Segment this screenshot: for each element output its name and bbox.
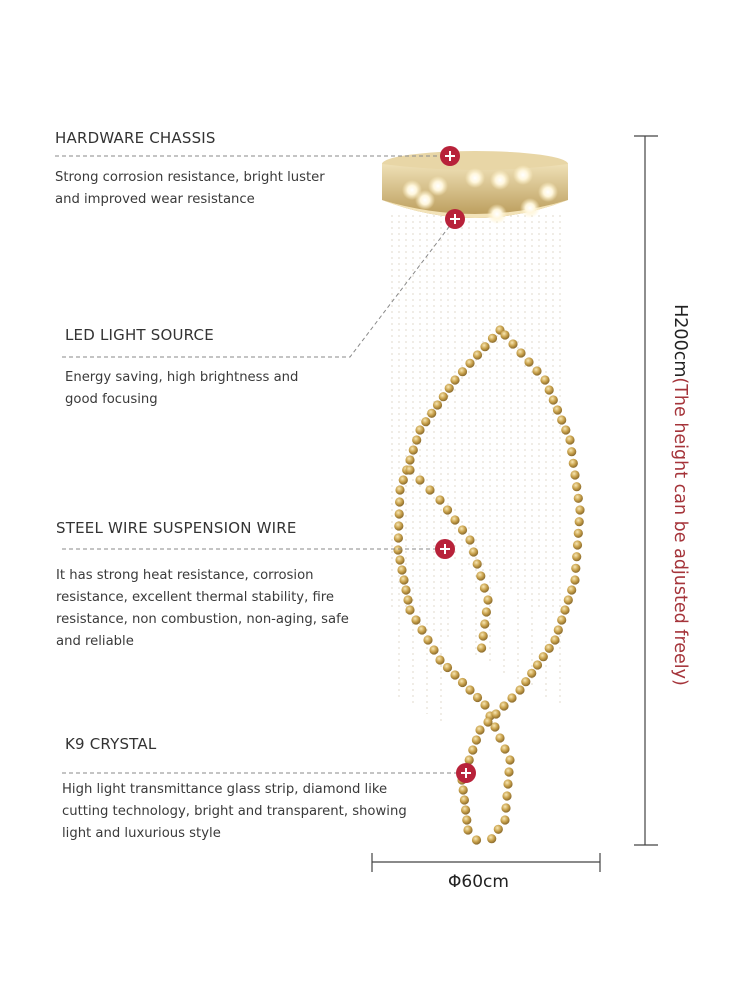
crystal-bead xyxy=(569,459,578,468)
crystal-bead xyxy=(395,485,404,494)
crystal-bead xyxy=(574,529,583,538)
crystal-bead xyxy=(399,475,408,484)
crystal-bead xyxy=(417,625,426,634)
crystal-bead xyxy=(500,744,509,753)
crystal-bead xyxy=(395,555,404,564)
crystal-bead xyxy=(411,615,420,624)
crystal-bead xyxy=(504,767,513,776)
crystal-bead xyxy=(494,825,503,834)
crystal-bead xyxy=(571,564,580,573)
crystal-bead xyxy=(450,670,459,679)
crystal-bead xyxy=(508,339,517,348)
crystal-bead xyxy=(554,625,563,634)
crystal-bead xyxy=(405,605,414,614)
diameter-dimension-label: Φ60cm xyxy=(448,872,509,892)
crystal-bead xyxy=(458,678,467,687)
crystal-bead xyxy=(393,545,402,554)
crystal-bead xyxy=(421,417,430,426)
plus-marker-icon xyxy=(445,209,465,229)
crystal-bead xyxy=(476,571,485,580)
crystal-bead xyxy=(395,497,404,506)
crystal-bead xyxy=(527,669,536,678)
description-line: and improved wear resistance xyxy=(55,192,255,207)
feature-description-steel-wire xyxy=(56,565,349,653)
crystal-bead xyxy=(460,795,469,804)
crystal-bead xyxy=(491,709,500,718)
crystal-bead xyxy=(500,815,509,824)
crystal-bead xyxy=(533,660,542,669)
feature-title-led-light-source: LED LIGHT SOURCE xyxy=(65,326,214,344)
description-line: resistance, non combustion, non-aging, safe xyxy=(56,612,349,627)
crystal-bead xyxy=(570,575,579,584)
crystal-bead xyxy=(575,505,584,514)
led-bulb xyxy=(513,165,533,185)
crystal-bead xyxy=(505,755,514,764)
description-line: and reliable xyxy=(56,634,134,649)
crystal-bead xyxy=(560,605,569,614)
height-note: (The height can be adjusted freely) xyxy=(670,377,690,686)
description-line: Strong corrosion resistance, bright luster xyxy=(55,170,325,185)
crystal-bead xyxy=(439,392,448,401)
crystal-bead xyxy=(557,415,566,424)
led-bulb xyxy=(415,190,435,210)
diameter-dimension-line xyxy=(372,853,600,872)
crystal-bead xyxy=(479,631,488,640)
crystal-bead xyxy=(399,575,408,584)
crystal-bead xyxy=(483,595,492,604)
crystal-bead xyxy=(495,733,504,742)
crystal-bead xyxy=(574,494,583,503)
crystal-bead xyxy=(415,475,424,484)
crystal-bead xyxy=(429,645,438,654)
feature-description-hardware-chassis xyxy=(55,167,325,211)
crystal-bead xyxy=(394,521,403,530)
crystal-bead xyxy=(475,725,484,734)
description-line: good focusing xyxy=(65,392,158,407)
crystal-bead xyxy=(550,635,559,644)
crystal-bead xyxy=(480,619,489,628)
crystal-bead xyxy=(433,400,442,409)
crystal-bead xyxy=(567,585,576,594)
crystal-bead xyxy=(540,375,549,384)
crystal-bead xyxy=(480,583,489,592)
crystal-bead xyxy=(561,425,570,434)
crystal-bead xyxy=(553,405,562,414)
crystal-bead xyxy=(507,693,516,702)
crystal-bead xyxy=(462,815,471,824)
crystal-bead xyxy=(515,685,524,694)
crystal-bead xyxy=(501,803,510,812)
crystal-bead xyxy=(412,435,421,444)
crystal-bead xyxy=(521,677,530,686)
crystal-bead xyxy=(473,559,482,568)
crystal-bead xyxy=(545,644,554,653)
crystal-bead xyxy=(480,700,489,709)
crystal-bead xyxy=(503,779,512,788)
crystal-bead xyxy=(465,359,474,368)
plus-marker-icon xyxy=(435,539,455,559)
crystal-bead xyxy=(397,565,406,574)
crystal-bead xyxy=(443,505,452,514)
crystal-bead xyxy=(465,685,474,694)
crystal-bead xyxy=(477,643,486,652)
height-value: H200cm xyxy=(670,304,690,378)
led-bulb xyxy=(490,170,510,190)
crystal-bead xyxy=(463,825,472,834)
description-line: High light transmittance glass strip, diamond like xyxy=(62,782,388,797)
crystal-bead xyxy=(545,385,554,394)
description-line: cutting technology, bright and transparent, showing xyxy=(62,804,407,819)
crystal-bead xyxy=(473,693,482,702)
crystal-strands xyxy=(392,215,560,722)
crystal-bead xyxy=(427,409,436,418)
crystal-bead xyxy=(572,552,581,561)
crystal-bead xyxy=(483,717,492,726)
led-bulb xyxy=(465,168,485,188)
crystal-bead xyxy=(403,595,412,604)
description-line: light and luxurious style xyxy=(62,826,221,841)
crystal-bead xyxy=(564,595,573,604)
crystal-bead xyxy=(405,465,414,474)
feature-title-hardware-chassis: HARDWARE CHASSIS xyxy=(55,129,216,147)
crystal-bead xyxy=(573,540,582,549)
led-bulb xyxy=(520,198,540,218)
crystal-bead xyxy=(575,517,584,526)
crystal-bead xyxy=(472,735,481,744)
crystal-bead xyxy=(459,785,468,794)
crystal-bead xyxy=(435,655,444,664)
crystal-bead xyxy=(443,663,452,672)
crystal-bead xyxy=(409,445,418,454)
crystal-bead xyxy=(458,525,467,534)
crystal-bead xyxy=(472,835,481,844)
crystal-bead xyxy=(473,350,482,359)
plus-marker-icon xyxy=(440,146,460,166)
crystal-bead xyxy=(480,342,489,351)
crystal-bead xyxy=(482,607,491,616)
crystal-bead xyxy=(425,485,434,494)
crystal-bead xyxy=(415,425,424,434)
crystal-bead xyxy=(450,515,459,524)
led-bulb xyxy=(538,182,558,202)
description-line: resistance, excellent thermal stability, fire xyxy=(56,590,334,605)
crystal-bead xyxy=(401,585,410,594)
crystal-bead xyxy=(565,435,574,444)
crystal-bead xyxy=(461,805,470,814)
plus-marker-icon xyxy=(456,763,476,783)
leader-lines xyxy=(55,156,466,773)
feature-description-k9-crystal xyxy=(62,779,407,845)
crystal-bead xyxy=(423,635,432,644)
crystal-bead xyxy=(539,652,548,661)
crystal-bead xyxy=(487,834,496,843)
crystal-bead xyxy=(572,482,581,491)
crystal-bead xyxy=(557,615,566,624)
crystal-bead xyxy=(488,334,497,343)
led-bulb xyxy=(487,204,507,224)
height-dimension-label xyxy=(670,304,690,686)
crystal-bead xyxy=(516,348,525,357)
crystal-bead xyxy=(502,791,511,800)
crystal-bead-spiral xyxy=(393,325,584,844)
crystal-bead xyxy=(570,470,579,479)
crystal-bead xyxy=(405,455,414,464)
crystal-bead xyxy=(549,395,558,404)
crystal-bead xyxy=(458,367,467,376)
crystal-bead xyxy=(499,701,508,710)
feature-title-steel-wire: STEEL WIRE SUSPENSION WIRE xyxy=(56,519,297,537)
crystal-bead xyxy=(567,447,576,456)
crystal-bead xyxy=(435,495,444,504)
crystal-bead xyxy=(395,509,404,518)
crystal-bead xyxy=(450,375,459,384)
crystal-bead xyxy=(532,366,541,375)
crystal-bead xyxy=(465,535,474,544)
crystal-bead xyxy=(394,533,403,542)
crystal-bead xyxy=(524,357,533,366)
description-line: It has strong heat resistance, corrosion xyxy=(56,568,314,583)
crystal-bead xyxy=(468,745,477,754)
height-dimension-line xyxy=(634,136,658,845)
crystal-bead xyxy=(500,330,509,339)
description-line: Energy saving, high brightness and xyxy=(65,370,299,385)
crystal-bead xyxy=(469,547,478,556)
feature-description-led-light-source xyxy=(65,367,298,411)
crystal-bead xyxy=(445,384,454,393)
feature-title-k9-crystal: K9 CRYSTAL xyxy=(65,735,157,753)
